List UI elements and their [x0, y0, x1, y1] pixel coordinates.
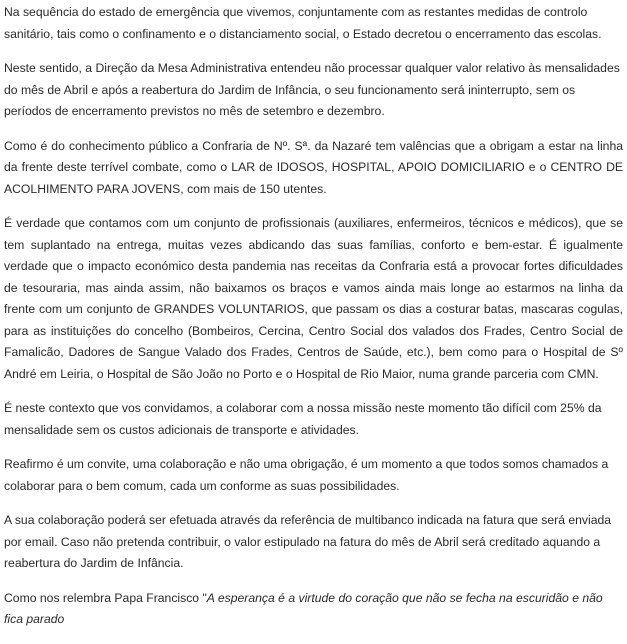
paragraph-fees: Neste sentido, a Direção da Mesa Administrativa entendeu não processar qualquer valor relativo às mensalidades do mês de Abril e após a reabertura do Jardim de Infância, o seu funcionamento será ininterrupto, sem os períodos de encerramento previstos no mês de setembro e dezembro.	[4, 61, 620, 118]
document-body	[4, 2, 623, 644]
paragraph-confraria: Como é do conhecimento público a Confraria de Nº. Sª. da Nazaré tem valências que a obrigam a estar na linha da frente deste terrível combate, como o LAR de IDOSOS, HOSPITAL, APOIO DOMICILIARIO e o CENTRO DE ACOLHIMENTO PARA JOVENS, com mais de 150 utentes.	[4, 138, 623, 196]
closing-intro: Como nos relembra Papa Francisco "	[4, 590, 207, 605]
paragraph-reaffirm: Reafirmo é um convite, uma colaboração e não uma obrigação, é um momento a que todos somos chamados a colaborar para o bem comum, cada um conforme as suas possibilidades.	[4, 457, 609, 493]
paragraph-emergency: Na sequência do estado de emergência que vivemos, conjuntamente com as restantes medidas de controlo sanitário, tais como o confinamento e o distanciamento social, o Estado decretou o encerramento das escolas.	[4, 5, 602, 41]
paragraph-invitation: É neste contexto que vos convidamos, a colaborar com a nossa missão neste momento tão difícil com 25% da mensalidade sem os custos adicionais de transporte e atividades.	[4, 401, 602, 437]
paragraph-volunteers: É verdade que contamos com um conjunto de profissionais (auxiliares, enfermeiros, técnicos e médicos), que se tem suplantado na entrega, muitas vezes abdicando das suas famílias, conforto e bem-estar. É igualmente verdade que o impacto económico desta pandemia nas receitas da Confraria está a provocar fortes dificuldades de tesouraria, mas ainda assim, não baixamos os braços e vamos ainda mais longe ao estarmos na linha da frente com um conjunto de GRANDES VOLUNTARIOS, que passam os dias a costurar batas, mascaras cogulas, para as instituições do concelho (Bombeiros, Cercina, Centro Social dos valados dos Frades, Centro Social de Famalicão, Dadores de Sangue Valado dos Frades, Centros de Saúde, etc.), bem como para o Hospital de Sº André em Leiria, o Hospital de São João no Porto e o Hospital de Rio Maior, numa grande parceria com CMN.	[4, 216, 623, 381]
paragraph-closing	[4, 588, 623, 631]
closing-quote: A esperança é a virtude do coração que não se fecha na escuridão e não fica parado	[4, 590, 603, 626]
paragraph-payment: A sua colaboração poderá ser efetuada através da referência de multibanco indicada na fatura que será enviada por email. Caso não pretenda contribuir, o valor estipulado na fatura do mês de Abril será creditado aquando a reabertura do Jardim de Infância.	[4, 513, 612, 570]
